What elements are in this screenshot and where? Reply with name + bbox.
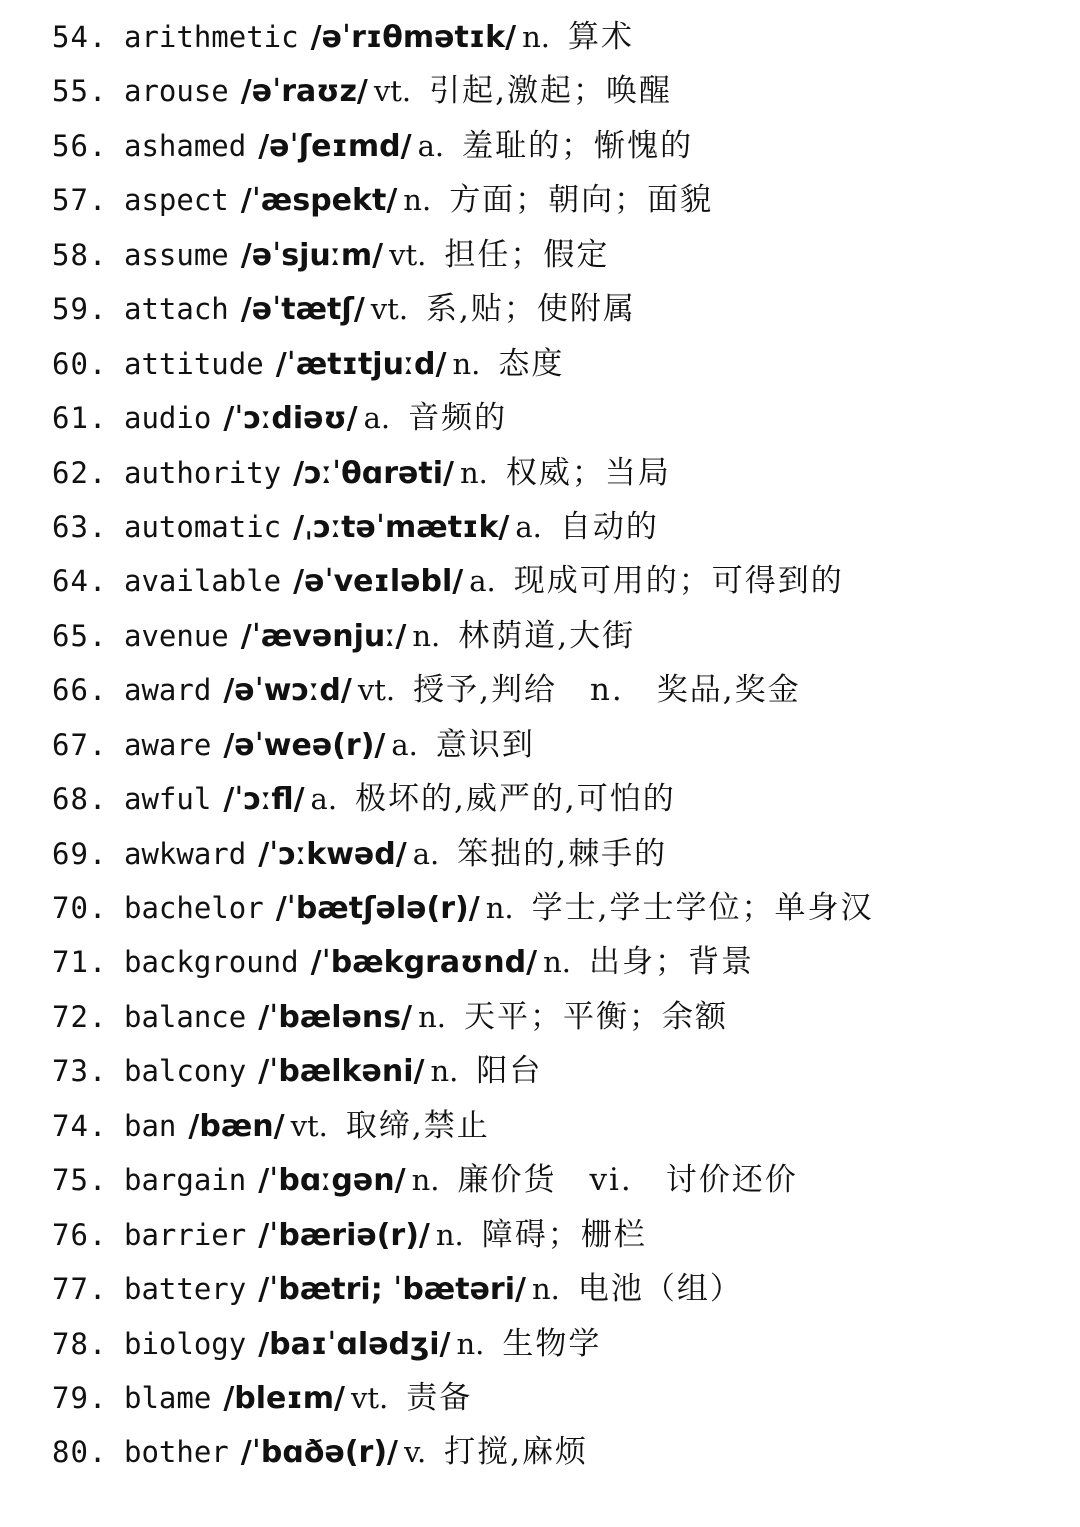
vocab-entry (52, 11, 1062, 65)
entry-pronunciation: /baɪˈɑlədʒi/ (258, 1326, 451, 1362)
vocab-entry (52, 828, 1062, 882)
entry-number: 66. (52, 673, 108, 708)
vocab-entry (52, 447, 1062, 501)
entry-number: 76. (52, 1217, 108, 1252)
vocab-entry (52, 773, 1062, 827)
entry-word: biology (124, 1326, 247, 1361)
entry-pronunciation: /ˈætɪtjuːd/ (275, 346, 447, 382)
entry-part-of-speech: n. (411, 1163, 440, 1198)
vocab-entry (52, 991, 1062, 1045)
entry-number: 74. (52, 1108, 108, 1143)
entry-number: 57. (52, 183, 108, 218)
entry-definition: 取缔,禁止 (345, 1107, 490, 1144)
entry-pronunciation: /əˈʃeɪmd/ (258, 128, 412, 164)
entry-number: 65. (52, 618, 108, 653)
entry-definition: 出身；背景 (589, 944, 754, 981)
entry-definition: 天平；平衡；余额 (463, 998, 728, 1035)
entry-word: barrier (124, 1217, 247, 1252)
entry-pronunciation: /bleɪm/ (223, 1380, 345, 1416)
entry-part-of-speech: vt. (290, 1108, 328, 1143)
vocab-entry (52, 1263, 1062, 1317)
entry-definition: 廉价货 vi. 讨价还价 (457, 1162, 798, 1199)
entry-number: 59. (52, 292, 108, 327)
entry-pronunciation: /bæn/ (188, 1108, 285, 1144)
entry-pronunciation: /ˈɔːdiəʊ/ (223, 401, 358, 437)
entry-word: battery (124, 1272, 247, 1307)
entry-word: attitude (124, 346, 264, 381)
entry-part-of-speech: n. (522, 20, 550, 54)
vocab-entry (52, 610, 1062, 664)
entry-definition: 授予,判给 n. 奖品,奖金 (413, 672, 801, 709)
entry-pronunciation: /ˈɔːfl/ (223, 782, 305, 818)
entry-part-of-speech: n. (531, 1272, 560, 1307)
entry-part-of-speech: a. (469, 564, 496, 599)
vocab-entry (52, 338, 1062, 392)
entry-number: 72. (52, 999, 108, 1034)
entry-word: audio (124, 401, 212, 436)
entry-pronunciation: /ˈbækgraʊnd/ (310, 945, 538, 981)
vocab-entry (52, 1100, 1062, 1154)
entry-pronunciation: /ˈbɑðə(r)/ (240, 1435, 398, 1471)
entry-pronunciation: /ˈbælkəni/ (258, 1054, 425, 1090)
entry-definition: 方面；朝向；面貌 (449, 182, 714, 219)
entry-definition: 态度 (498, 345, 565, 382)
entry-pronunciation: /əˈraʊz/ (240, 74, 368, 110)
entry-part-of-speech: n. (543, 945, 571, 980)
entry-word: awful (124, 782, 212, 817)
entry-definition: 打搅,麻烦 (444, 1434, 589, 1471)
entry-definition: 权威；当局 (505, 454, 671, 491)
entry-part-of-speech: vt. (357, 673, 396, 708)
entry-word: bargain (124, 1163, 247, 1198)
entry-part-of-speech: a. (310, 782, 338, 817)
vocab-entry (52, 229, 1062, 283)
entry-pronunciation: /ɔːˈθɑrəti/ (293, 455, 454, 491)
vocab-entry (52, 1372, 1062, 1426)
entry-part-of-speech: n. (456, 1326, 485, 1361)
entry-definition: 羞耻的；惭愧的 (462, 127, 694, 164)
vocab-entry (52, 1209, 1062, 1263)
entry-part-of-speech: vt. (350, 1380, 389, 1415)
entry-definition: 责备 (406, 1379, 473, 1416)
entry-part-of-speech: n. (485, 891, 514, 925)
entry-part-of-speech: n. (412, 618, 441, 653)
vocab-entry (52, 1426, 1062, 1480)
vocab-entry (52, 283, 1062, 337)
entry-number: 60. (52, 346, 108, 381)
entry-word: background (124, 945, 299, 980)
entry-definition: 极坏的,威严的,可怕的 (355, 781, 676, 818)
entry-word: blame (124, 1380, 212, 1415)
entry-part-of-speech: a. (412, 836, 440, 871)
entry-pronunciation: /ˈbæləns/ (258, 999, 413, 1035)
entry-definition: 电池（组） (577, 1271, 743, 1308)
entry-definition: 现成可用的；可得到的 (513, 563, 844, 600)
entry-definition: 音频的 (408, 400, 508, 437)
entry-part-of-speech: a. (515, 509, 542, 544)
vocab-entry (52, 555, 1062, 609)
entry-definition: 系,贴；使附属 (426, 291, 636, 328)
entry-part-of-speech: vt. (373, 74, 412, 109)
entry-part-of-speech: n. (403, 183, 432, 218)
entry-word: assume (124, 237, 229, 272)
entry-word: bachelor (124, 891, 264, 925)
entry-number: 58. (52, 237, 108, 272)
entry-number: 63. (52, 509, 108, 544)
entry-number: 73. (52, 1054, 108, 1089)
entry-part-of-speech: n. (430, 1054, 459, 1089)
entry-word: aspect (124, 183, 229, 218)
entry-number: 69. (52, 836, 108, 871)
vocab-entry (52, 65, 1062, 119)
entry-part-of-speech: a. (391, 727, 418, 762)
entry-part-of-speech: n. (459, 455, 488, 490)
entry-part-of-speech: n. (418, 999, 446, 1034)
entry-word: arouse (124, 74, 229, 109)
entry-definition: 引起,激起；唤醒 (429, 73, 673, 110)
entry-part-of-speech: a. (417, 128, 445, 163)
entry-pronunciation: /əˈveɪləbl/ (293, 564, 464, 600)
entry-number: 70. (52, 891, 108, 925)
entry-pronunciation: /ˌɔːtəˈmætɪk/ (293, 509, 510, 545)
vocab-entry (52, 1154, 1062, 1208)
entry-word: awkward (124, 836, 247, 871)
entry-number: 80. (52, 1435, 108, 1470)
entry-pronunciation: /ˈbæriə(r)/ (258, 1217, 430, 1253)
entry-number: 71. (52, 945, 108, 980)
entry-pronunciation: /ˈbætri; ˈbætəri/ (258, 1272, 526, 1308)
entry-pronunciation: /ˈɔːkwəd/ (258, 836, 407, 872)
entry-definition: 学士,学士学位；单身汉 (531, 890, 874, 926)
entry-pronunciation: /ˈævənjuː/ (240, 618, 407, 654)
entry-definition: 生物学 (502, 1325, 602, 1362)
entry-word: arithmetic (124, 20, 299, 54)
vocab-entry (52, 392, 1062, 446)
entry-word: avenue (124, 618, 229, 653)
entry-pronunciation: /əˈweə(r)/ (223, 727, 386, 763)
entry-part-of-speech: vt. (389, 237, 427, 272)
entry-word: award (124, 673, 212, 708)
entry-definition: 算术 (568, 19, 634, 55)
entry-word: balance (124, 999, 247, 1034)
entry-pronunciation: /əˈwɔːd/ (223, 673, 352, 709)
entry-number: 64. (52, 564, 108, 599)
entry-number: 77. (52, 1272, 108, 1307)
entry-word: ban (124, 1108, 177, 1143)
entry-definition: 自动的 (559, 508, 659, 545)
entry-number: 68. (52, 782, 108, 817)
entry-pronunciation: /əˈtætʃ/ (240, 292, 365, 328)
entry-part-of-speech: vt. (370, 292, 409, 327)
entry-word: aware (124, 727, 212, 762)
entry-definition: 林荫道,大街 (458, 617, 636, 654)
entry-number: 54. (52, 20, 108, 54)
entry-definition: 阳台 (476, 1053, 543, 1090)
vocab-entry (52, 501, 1062, 555)
vocab-entry (52, 174, 1062, 228)
entry-pronunciation: /əˈrɪθmətɪk/ (310, 20, 517, 55)
entry-definition: 意识到 (435, 726, 535, 763)
entry-part-of-speech: n. (435, 1217, 464, 1252)
entry-part-of-speech: n. (452, 346, 481, 381)
entry-pronunciation: /ˈæspekt/ (240, 183, 398, 219)
entry-pronunciation: /ˈbɑːgən/ (258, 1163, 406, 1199)
entry-part-of-speech: a. (363, 401, 391, 436)
vocab-entry (52, 1045, 1062, 1099)
entry-number: 67. (52, 727, 108, 762)
vocab-entry (52, 1318, 1062, 1372)
entry-number: 78. (52, 1326, 108, 1361)
entry-word: available (124, 564, 282, 599)
entry-word: balcony (124, 1054, 247, 1089)
entry-word: ashamed (124, 128, 247, 163)
vocab-entry (52, 719, 1062, 773)
entry-number: 79. (52, 1380, 108, 1415)
entry-word: attach (124, 292, 229, 327)
entry-number: 62. (52, 455, 108, 490)
entry-definition: 障碍；栅栏 (481, 1216, 647, 1253)
entry-definition: 笨拙的,棘手的 (457, 835, 668, 872)
vocabulary-list (52, 11, 1062, 1481)
entry-number: 56. (52, 128, 108, 163)
vocab-entry (52, 664, 1062, 718)
entry-part-of-speech: v. (404, 1435, 427, 1470)
entry-word: automatic (124, 509, 282, 544)
entry-definition: 担任；假定 (444, 236, 610, 273)
entry-pronunciation: /ˈbætʃələ(r)/ (275, 891, 480, 926)
entry-word: bother (124, 1435, 229, 1470)
vocab-entry (52, 882, 1062, 936)
vocab-entry (52, 936, 1062, 990)
entry-number: 55. (52, 74, 108, 109)
entry-number: 75. (52, 1163, 108, 1198)
entry-number: 61. (52, 401, 108, 436)
entry-pronunciation: /əˈsjuːm/ (240, 237, 384, 273)
vocab-entry (52, 120, 1062, 174)
entry-word: authority (124, 455, 282, 490)
